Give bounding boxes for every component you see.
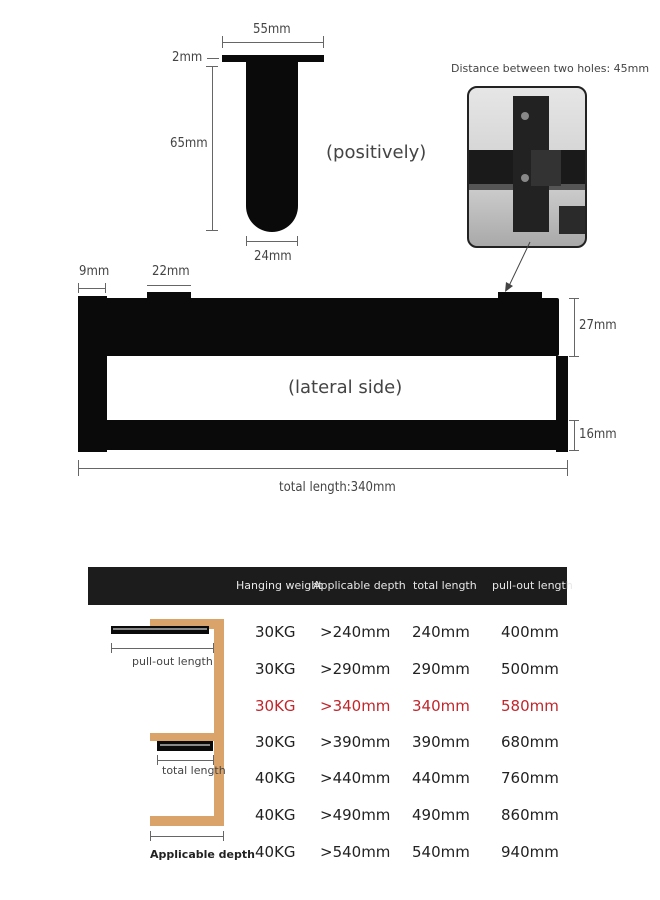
- pullout-length-legend: pull-out length: [132, 655, 213, 668]
- bracket-body: [246, 60, 298, 232]
- height-dimension-line: [212, 66, 213, 230]
- height-label: 65mm: [170, 136, 208, 151]
- depth-cell: >490mm: [320, 806, 391, 824]
- side-view-caption: (lateral side): [288, 377, 403, 398]
- depth-cell: >390mm: [320, 733, 391, 751]
- pullout-cell: 500mm: [501, 660, 559, 678]
- bottom-width-label: 24mm: [254, 249, 292, 264]
- inset-bracket-illustration: [469, 88, 585, 246]
- left-width-label: 9mm: [79, 264, 110, 279]
- upper-rail: [104, 298, 559, 356]
- applicable-depth-legend: Applicable depth: [150, 848, 255, 861]
- total-length-label: total length:340mm: [279, 480, 396, 495]
- top-width-label: 55mm: [253, 22, 291, 37]
- cabinet-back-panel: [214, 619, 224, 825]
- length-cell: 490mm: [412, 806, 470, 824]
- depth-cell: >540mm: [320, 843, 391, 861]
- weight-cell: 30KG: [255, 660, 296, 678]
- bottom-width-dimension-line: [246, 241, 298, 242]
- pullout-cell: 680mm: [501, 733, 559, 751]
- pullout-cell: 760mm: [501, 769, 559, 787]
- weight-cell: 30KG: [255, 733, 296, 751]
- weight-cell: 40KG: [255, 806, 296, 824]
- length-cell: 390mm: [412, 733, 470, 751]
- spec-table-header: [88, 567, 573, 605]
- depth-cell: >340mm: [320, 697, 391, 715]
- front-end-plate: [78, 296, 107, 452]
- weight-cell: 40KG: [255, 769, 296, 787]
- length-cell: 340mm: [412, 697, 470, 715]
- thickness-label: 2mm: [172, 50, 203, 65]
- retracted-rail: [157, 741, 213, 751]
- bracket-width-label: 22mm: [152, 264, 190, 279]
- weight-cell: 30KG: [255, 623, 296, 641]
- length-cell: 440mm: [412, 769, 470, 787]
- header-pullout-length: pull-out length: [492, 579, 573, 592]
- front-view-caption: (positively): [326, 142, 427, 163]
- lower-rail: [104, 420, 559, 450]
- pullout-cell: 860mm: [501, 806, 559, 824]
- length-cell: 240mm: [412, 623, 470, 641]
- upper-rail-height-label: 27mm: [579, 318, 617, 333]
- top-width-dimension-line: [222, 42, 324, 43]
- total-length-legend: total length: [162, 764, 226, 777]
- length-cell: 540mm: [412, 843, 470, 861]
- header-applicable-depth: Applicable depth: [313, 579, 406, 592]
- inset-pointer-arrow: [500, 240, 540, 294]
- depth-cell: >240mm: [320, 623, 391, 641]
- hole-distance-caption: Distance between two holes: 45mm: [451, 62, 650, 75]
- depth-cell: >290mm: [320, 660, 391, 678]
- total-length-dimension-line: [78, 468, 568, 469]
- length-cell: 290mm: [412, 660, 470, 678]
- cabinet-middle-shelf: [150, 733, 224, 741]
- depth-cell: >440mm: [320, 769, 391, 787]
- pullout-cell: 580mm: [501, 697, 559, 715]
- header-hanging-weight: Hanging weight: [236, 579, 323, 592]
- weight-cell: 40KG: [255, 843, 296, 861]
- pullout-cell: 400mm: [501, 623, 559, 641]
- pullout-cell: 940mm: [501, 843, 559, 861]
- inset-photo: [467, 86, 587, 248]
- header-total-length: total length: [413, 579, 477, 592]
- lower-rail-height-label: 16mm: [579, 427, 617, 442]
- weight-cell: 30KG: [255, 697, 296, 715]
- cabinet-bottom-panel: [150, 816, 224, 826]
